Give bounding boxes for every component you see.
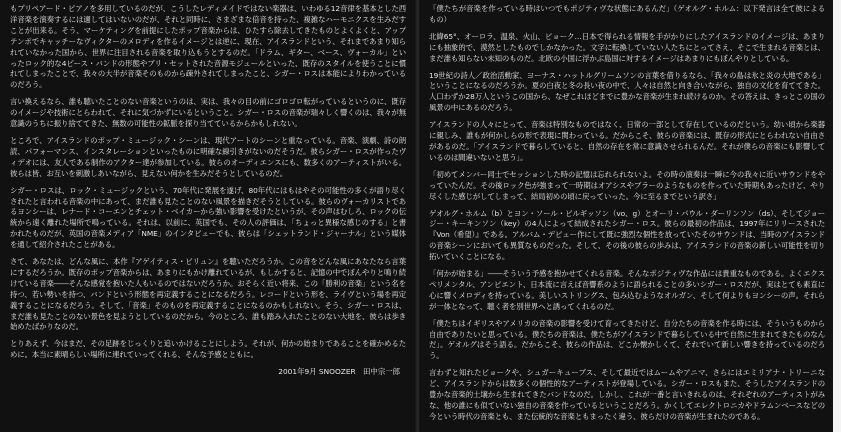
right-paragraph: 言わずと知れたビョークや、シュガーキューブス、そして最近ではムームやアニマ、さらにはエミリアナ・トリーニなど、アイスランドからは数多くの個性的なアーティストが登場している。シガー・ロスもまた、そうしたアイスランドの豊かな音楽的土壌から生まれてきたバンドなのだ。しかし、これが一番と言いきれるのは、それぞれのアーティストがみな、他の誰にも似ていない独自の音楽を作っているということだろう。かくしてエレクトロニカやドラムンベースなどの今という時代の音楽とも、また伝統的な音楽ともまったく違う、彼らだけの音楽が生まれたのである。 bbox=[429, 368, 825, 421]
right-paragraph: 「何かが始まる」――そういう予感を抱かせてくれる音楽。そんなポジティヴな作品には貴重なものである。よくエクスペリメンタル、アンビエント、日本流に言えば音響系のように語られることの多いシガー・ロスだが、実はとても素直に心に響くメロディを持っている。美しいストリングス、包み込むようなオルガン、そして何よりもヨンシーの声。それらが一体となって、聴く者を別世界へと誘ってくれるのだ。 bbox=[429, 269, 825, 311]
right-paragraph: 北緯65°、オーロラ、温泉、火山、ビョーク…日本で得られる情報を手がかりにしたアイスランドのイメージは、あまりにも抽象的で、漠然としたものでしかなかった。文字に転換していない人たちにとってさえ、そこで生まれる音楽とは、まだ誰も知らない未知のものだ。北欧の小国に浮かぶ島国に対するイメージはあまりにもぼんやりとしている。 bbox=[429, 31, 825, 63]
left-paragraph: 言い換えるなら、誰も聴いたことのない音楽というのは、実は、我々の目の前にゴロゴロ転がっているというのに、既存のイメージや技術にとらわれて、それに気づかずにいるということ。シガー・ロスの音楽が瑞々しく響くのは、我々が無意識のうちに振り捨ててきた、無数の可能性の鉱脈を探り当てているからかもしれない。 bbox=[10, 97, 406, 129]
right-paragraph: ゲオルグ・ホルム（b）とヨン・ソール・ビルギッソン（vo、g）とオーリ・パウル・ダーリンソン（ds）、そしてジョージー・キーキンソン（key）の4人によって結成されたシガー・ロス。彼らの最初の作品は、1997年にリリースされた『Von（希望）』である。アルバム・デビュー作にして既に強烈な個性を放っていたそのサウンドは、当時のアイスランドの音楽シーンにおいても異質なものだった。そして、その後の彼らの歩みは、アイスランドの音楽の新しい可能性を切り拓いていくことになる。 bbox=[429, 208, 825, 262]
right-page bbox=[423, 4, 831, 428]
right-paragraph: 「初めてメンバー同士でセッションした時の記憶は忘れられないよ。その時の演奏は一瞬に今の我々に近いサウンドをやっていたんだ。その後ロック色が強まって一時期はオアシスやブラーのようなものを作っていた時期もあったけど、やり尽くした感じがしてしまって、結局初めの頃に戻っていった。今に至るまでという訳さ」 bbox=[429, 169, 825, 201]
left-paragraph: とりあえず、今はまだ、その足跡をじっくりと追いかけることにしよう。それが、何かの始まりであることを確かめるために。本当に素晴らしい場所に連れていってくれる、そんな予感とともに。 bbox=[10, 339, 406, 360]
left-paragraph: シガー・ロスは、ロック・ミュージックという、70年代に発展を遂げ、80年代にはもはやその可能性の多くが語り尽くされたと言われる音楽の中にあって、まだ誰も見たことのない風景を描きだそうとしている。彼らのヴォーカリストであるヨンシーは、レナード・コーエンとチェット・ベイカーから強い影響を受けたというが、その声はむしろ、ロックの伝統から遠く離れた場所で鳴っている。それは、以前に、英国でも、その人の評価は、「ちょっと異様な感じのする」と書かれたものだが、英国の音楽メディア「NME」のインタビューでも、彼らは「シェットランド・ジャーナル」という媒体を通して紹介されたことがある。 bbox=[10, 185, 406, 250]
right-paragraph: 「僕たちが音楽を作っている時はいつでもポジティヴな状態にあるんだ」（ゲオルグ・ホルム：以下発言は全て彼によるもの） bbox=[429, 4, 825, 24]
right-paragraph: 19世紀の詩人／政治活動家、ヨーナス・ハットルグリームソンの言葉を借りるなら、「我々の島は氷と炎の大地である」ということになるのだろうか。夏の白夜と冬の長い夜の中で、人々は自然と向き合いながら、独自の文化を育ててきた。人口わずか28万人というこの国から、なぜこれほどまでに豊かな音楽が生まれ続けるのか。その答えは、きっとこの国の風景の中にあるのだろう。 bbox=[429, 70, 825, 113]
right-paragraph: 「僕たちはイギリスやアメリカの音楽の影響を受けて育ってきたけど、自分たちの音楽を作る時には、そういうものから自由でありたいと思っている。僕たちの音楽は、僕たちがアイスランドで暮らしている中で自然に生まれてきたものなんだ」。ゲオルグはそう語る。だからこそ、彼らの作品は、どこか懐かしくて、それでいて新しい響きを持っているのだろう。 bbox=[429, 318, 825, 361]
left-page-body bbox=[10, 4, 406, 361]
left-paragraph: さて、あなたは、どんな風に、本作『アゲイティス・ビリュン』を聴いただろうか。この音をどんな風にあなたなら言葉にするだろうか。既存のポップ音楽からは、あまりにもかけ離れているが、もしかすると、記憶の中でぼんやりと鳴り続けている音楽――そんな感覚を抱いた人もいるのではないだろうか。おそらく近い将来、この「勝利の音楽」という名を持つ、若い勢いを持つ、バンドという形態を再定義することになるだろう。レコードという形を、ライヴという場を再定義することになるだろう。そして、「音楽」そのものを再定義することになるのかもしれない。そう、シガー・ロスは、まだ誰も見たことのない景色を見ようとしているのだから。今のところ、誰も踏み入れたことのない大地を、彼らは歩き始めたばかりなのだ。 bbox=[10, 257, 406, 332]
article-signature: 2001年9月 SNOOZER 田中宗一郎 bbox=[278, 367, 400, 377]
page-gutter bbox=[414, 0, 421, 432]
left-paragraph: ところで、アイスランドのポップ・ミュージック・シーンは、現代アートのシーンと重なっている。音楽、演劇、詩の朗読、パフォーマンス、インスタレーションといったものに明確な線引きがないのだそうだ。彼らシガー・ロスが作ったヴィデオには、友人である制作のアクター達が参加している。彼らのオーディエンスにも、数多くのアーティストがいる。彼らは皆、お互いを刺激しあいながら、見えない何かを生みだそうとしているのだ。 bbox=[10, 135, 406, 178]
left-page bbox=[4, 4, 412, 428]
right-paragraph: アイスランドの人々にとって、音楽は特別なものではなく、日常の一部として存在しているのだという。幼い頃から楽器に親しみ、誰もが何かしらの形で表現に関わっている。だからこそ、彼らの音楽には、既存の形式にとらわれない自由さがあるのだ。「アイスランドで暮らしていると、自然の存在を常に意識させられるんだ。それが僕らの音楽にも影響しているのは間違いないと思う」。 bbox=[429, 120, 825, 162]
right-page-body bbox=[429, 4, 825, 423]
left-paragraph: もプリペアード・ピアノを多用しているのだが、こうしたレディメイドではない楽器は、いわゆる12音律を基本とした西洋音楽を演奏するには適してはいないのだが、それと同時に、さまざまな倍音を持った、複雑なハーモニクスを生みだすことが出来る。そう、マーケティングを前提にしたポップ音楽からは、ひたすら除去してきたものとよくよくと、アップテンポでキャッチーなヴィクターのメロディを作るイメージとは逆に、現在、アイスランドという、それまであまり知られていなかった国から、世界に注目される音楽を取り込もうとするのだ。「ドラム、ギター、ベース、ヴォーカル」といったロック的な4ピース・バンドの形態やブリ・セットされた音源モジュールといった、既存のスタイルを使うことに慣れてしまったことで、我々の大半が音楽そのものから疎外されてしまったこと、シガー・ロスは本能によりわかっているのだろう。 bbox=[10, 4, 406, 90]
right-page-margin bbox=[833, 0, 841, 432]
